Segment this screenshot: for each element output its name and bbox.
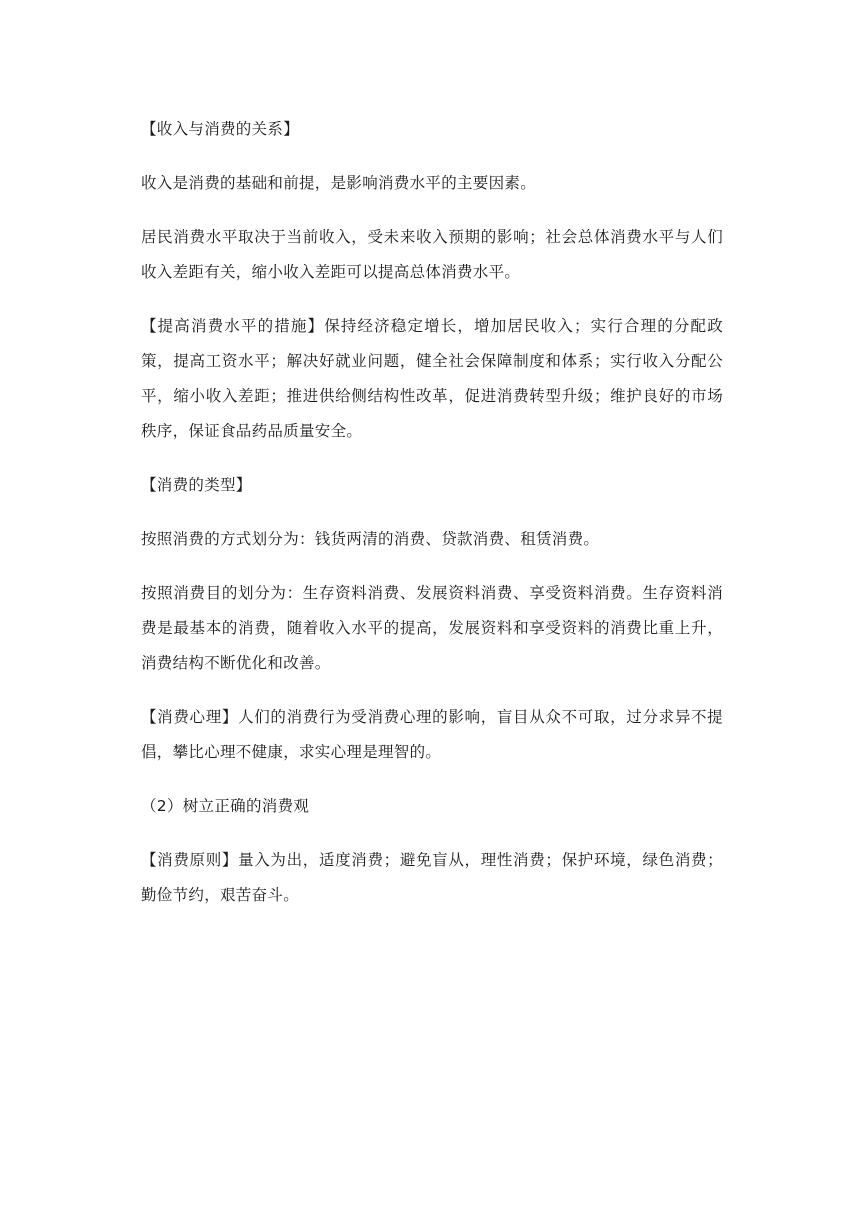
paragraph-consumption-level	[141, 220, 723, 290]
paragraph-by-purpose	[141, 576, 723, 681]
paragraph-text: 居民消费水平取决于当前收入，受未来收入预期的影响；社会总体消费水平与人们收入差距有关，缩小收入差距可以提高总体消费水平。	[141, 228, 723, 281]
paragraph-text: 保持经济稳定增长，增加居民收入；实行合理的分配政策，提高工资水平；解决好就业问题，健全社会保障制度和体系；实行收入分配公平，缩小收入差距；推进供给侧结构性改革，促进消费转型升级；维护良好的市场秩序，保证食品药品质量安全。	[141, 317, 723, 440]
paragraph-consumption-principles	[141, 843, 723, 913]
paragraph-lead: 【提高消费水平的措施】	[141, 317, 325, 335]
paragraph-measures	[141, 309, 723, 449]
paragraph-text: 人们的消费行为受消费心理的影响，盲目从众不可取，过分求异不提倡，攀比心理不健康，求实心理是理智的。	[141, 708, 723, 761]
paragraph-income-basis	[141, 166, 723, 201]
paragraph-text: 收入是消费的基础和前提，是影响消费水平的主要因素。	[141, 174, 537, 192]
paragraph-text: （2）树立正确的消费观	[141, 797, 310, 815]
paragraph-text: 按照消费目的划分为：生存资料消费、发展资料消费、享受资料消费。生存资料消费是最基本的消费，随着收入水平的提高，发展资料和享受资料的消费比重上升，消费结构不断优化和改善。	[141, 584, 723, 672]
paragraph-lead: 【消费的类型】	[141, 476, 252, 494]
paragraph-text: 量入为出，适度消费；避免盲从，理性消费；保护环境，绿色消费；勤俭节约，艰苦奋斗。	[141, 851, 723, 904]
paragraph-lead: 【消费心理】	[141, 708, 239, 726]
paragraph-text: 按照消费的方式划分为：钱货两清的消费、贷款消费、租赁消费。	[141, 530, 600, 548]
paragraph-consumer-psychology	[141, 700, 723, 770]
paragraph-by-method	[141, 522, 723, 557]
heading-income-consumption	[141, 112, 723, 147]
paragraph-lead: 【收入与消费的关系】	[141, 120, 300, 138]
document-body	[141, 112, 723, 932]
subheading-correct-view	[141, 789, 723, 824]
heading-consumption-types	[141, 468, 723, 503]
paragraph-lead: 【消费原则】	[141, 851, 239, 869]
